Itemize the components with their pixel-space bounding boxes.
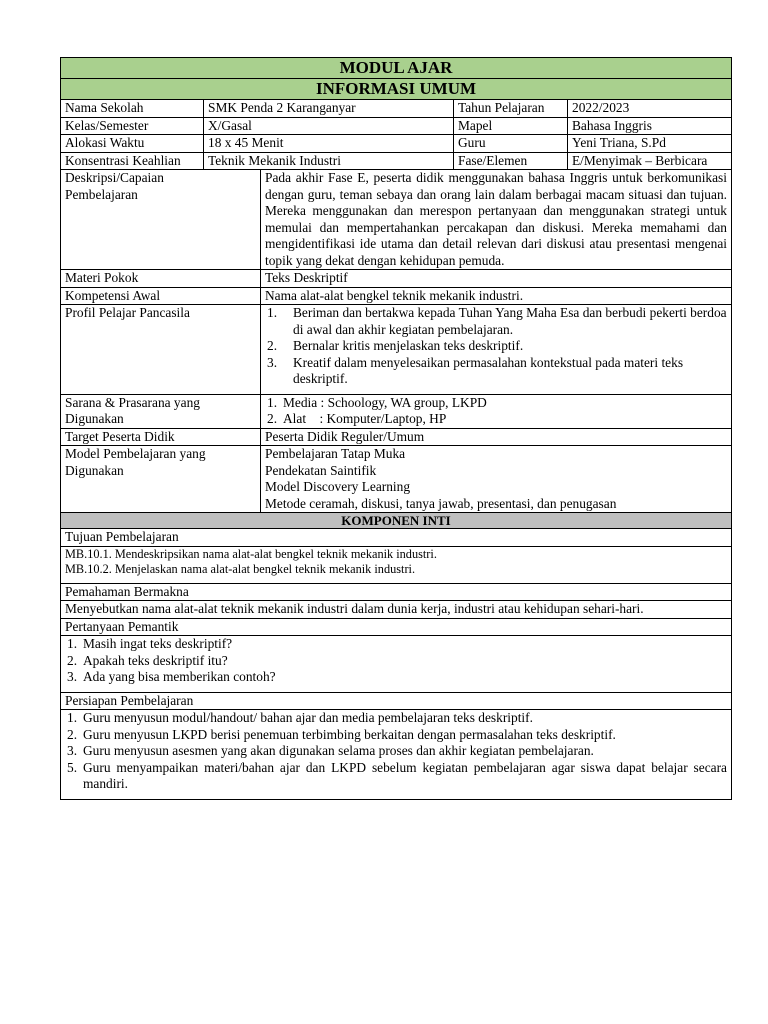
list-text: Masih ingat teks deskriptif? <box>83 636 233 651</box>
kompetensi-row <box>61 287 732 305</box>
tujuan-content <box>61 546 732 583</box>
pemahaman-text: Menyebutkan nama alat-alat teknik mekanik industri dalam dunia kerja, industri atau kehidupan sehari-hari. <box>61 601 732 619</box>
list-number: 1. <box>267 305 278 320</box>
pertanyaan-label: Pertanyaan Pemantik <box>61 618 732 636</box>
target-label: Target Peserta Didik <box>61 428 261 446</box>
pemahaman-label-row <box>61 583 732 601</box>
list-number: 2. <box>267 411 278 426</box>
sarana-label: Sarana & Prasarana yang Digunakan <box>61 394 261 428</box>
model-line: Model Discovery Learning <box>265 479 411 494</box>
target-value: Peserta Didik Reguler/Umum <box>261 428 732 446</box>
mapel-value: Bahasa Inggris <box>568 117 732 135</box>
list-number: 2. <box>267 338 278 353</box>
materi-row <box>61 270 732 288</box>
target-row <box>61 428 732 446</box>
pemahaman-label: Pemahaman Bermakna <box>61 583 732 601</box>
list-text: Guru menyampaikan materi/bahan ajar dan LKPD sebelum kegiatan pembelajaran agar siswa dapat belajar secara mandiri. <box>83 759 727 791</box>
list-number: 1. <box>67 636 78 651</box>
list-item <box>65 636 727 653</box>
modul-ajar-document <box>60 57 731 800</box>
alokasi-label: Alokasi Waktu <box>61 135 204 153</box>
sarana-list-cell <box>261 394 732 428</box>
tujuan-line: MB.10.1. Mendeskripsikan nama alat-alat bengkel teknik mekanik industri. <box>65 546 437 561</box>
list-number: 1. <box>67 710 78 725</box>
list-number: 3. <box>267 354 278 370</box>
document-title: MODUL AJAR <box>61 58 732 79</box>
sarana-row <box>61 394 732 428</box>
pertanyaan-content-row <box>61 636 732 693</box>
tahun-value: 2022/2023 <box>568 100 732 118</box>
title-row <box>61 58 732 79</box>
list-item <box>65 727 727 744</box>
materi-label: Materi Pokok <box>61 270 261 288</box>
guru-value: Yeni Triana, S.Pd <box>568 135 732 153</box>
modul-table <box>60 57 732 800</box>
info-row <box>61 100 732 118</box>
profil-row <box>61 305 732 395</box>
komponen-row <box>61 513 732 529</box>
list-item <box>265 355 727 388</box>
persiapan-label: Persiapan Pembelajaran <box>61 692 732 710</box>
list-text: Guru menyusun asesmen yang akan digunakan selama proses dan akhir kegiatan pembelajaran. <box>83 743 594 758</box>
model-line: Pendekatan Saintifik <box>265 462 377 478</box>
pertanyaan-label-row <box>61 618 732 636</box>
model-line: Metode ceramah, diskusi, tanya jawab, presentasi, dan penugasan <box>265 495 617 511</box>
list-item <box>265 395 727 412</box>
kompetensi-value: Nama alat-alat bengkel teknik mekanik industri. <box>261 287 732 305</box>
info-row <box>61 152 732 170</box>
list-item <box>265 305 727 338</box>
sarana-list <box>265 395 727 428</box>
fase-value: E/Menyimak – Berbicara <box>568 152 732 170</box>
list-text: Alat : Komputer/Laptop, HP <box>283 411 447 426</box>
list-number: 3. <box>67 669 78 684</box>
model-row <box>61 446 732 513</box>
persiapan-list-cell <box>61 710 732 800</box>
materi-value: Teks Deskriptif <box>261 270 732 288</box>
guru-label: Guru <box>454 135 568 153</box>
persiapan-list <box>65 710 727 793</box>
tujuan-content-row <box>61 546 732 583</box>
list-item <box>65 653 727 670</box>
konsentrasi-label: Konsentrasi Keahlian <box>61 152 204 170</box>
model-label: Model Pembelajaran yang Digunakan <box>61 446 261 513</box>
persiapan-content-row <box>61 710 732 800</box>
list-number: 5. <box>67 759 78 775</box>
section-heading-komponen-inti: KOMPONEN INTI <box>61 513 732 529</box>
model-lines-cell <box>261 446 732 513</box>
list-text: Beriman dan bertakwa kepada Tuhan Yang Maha Esa dan berbudi pekerti berdoa di awal dan akhir kegiatan pembelajaran. <box>293 305 727 337</box>
fase-label: Fase/Elemen <box>454 152 568 170</box>
model-line: Pembelajaran Tatap Muka <box>265 446 406 461</box>
info-row <box>61 117 732 135</box>
list-text: Apakah teks deskriptif itu? <box>83 652 228 668</box>
list-number: 2. <box>67 652 78 668</box>
pertanyaan-list-cell <box>61 636 732 693</box>
tujuan-line: MB.10.2. Menjelaskan nama alat-alat bengkel teknik mekanik industri. <box>65 561 416 576</box>
list-number: 3. <box>67 743 78 758</box>
deskripsi-text: Pada akhir Fase E, peserta didik menggunakan bahasa Inggris untuk berkomunikasi dengan guru, teman sebaya dan orang lain dalam berbagai macam situasi dan tujuan. Mereka menggunakan dan merespon pertanyaan dan menggunakan strategi untuk memulai dan mempertahankan percakapan dan diskusi. Mereka memahami dan mengidentifikasi ide utama dan detail relevan dari diskusi atau presentasi mengenai topik yang dekat dengan kehidupan pemuda. <box>261 170 732 270</box>
list-text: Bernalar kritis menjelaskan teks deskriptif. <box>293 338 524 353</box>
section-heading-informasi-umum: INFORMASI UMUM <box>61 79 732 100</box>
nama-sekolah-label: Nama Sekolah <box>61 100 204 118</box>
tujuan-label-row <box>61 529 732 547</box>
nama-sekolah-value: SMK Penda 2 Karanganyar <box>204 100 454 118</box>
mapel-label: Mapel <box>454 117 568 135</box>
profil-list <box>265 305 727 388</box>
list-item <box>265 338 727 355</box>
profil-label: Profil Pelajar Pancasila <box>61 305 261 395</box>
persiapan-label-row <box>61 692 732 710</box>
kompetensi-label: Kompetensi Awal <box>61 287 261 305</box>
list-number: 1. <box>267 394 278 410</box>
list-text: Media : Schoology, WA group, LKPD <box>283 394 487 410</box>
pertanyaan-list <box>65 636 727 686</box>
alokasi-value: 18 x 45 Menit <box>204 135 454 153</box>
kelas-label: Kelas/Semester <box>61 117 204 135</box>
info-row <box>61 135 732 153</box>
list-item <box>65 743 727 760</box>
list-text: Guru menyusun LKPD berisi penemuan terbimbing berkaitan dengan permasalahan teks deskriptif. <box>83 726 616 742</box>
tujuan-label: Tujuan Pembelajaran <box>61 529 732 547</box>
konsentrasi-value: Teknik Mekanik Industri <box>204 152 454 170</box>
pemahaman-content-row <box>61 601 732 619</box>
deskripsi-label: Deskripsi/Capaian Pembelajaran <box>61 170 261 270</box>
list-item <box>65 760 727 793</box>
list-number: 2. <box>67 726 78 742</box>
list-item <box>65 710 727 727</box>
list-item <box>265 411 727 428</box>
subtitle-row <box>61 79 732 100</box>
tahun-label: Tahun Pelajaran <box>454 100 568 118</box>
list-text: Ada yang bisa memberikan contoh? <box>83 669 276 684</box>
list-item <box>65 669 727 686</box>
list-text: Kreatif dalam menyelesaikan permasalahan kontekstual pada materi teks deskriptif. <box>293 354 684 386</box>
kelas-value: X/Gasal <box>204 117 454 135</box>
profil-list-cell <box>261 305 732 395</box>
list-text: Guru menyusun modul/handout/ bahan ajar dan media pembelajaran teks deskriptif. <box>83 710 533 725</box>
deskripsi-row <box>61 170 732 270</box>
